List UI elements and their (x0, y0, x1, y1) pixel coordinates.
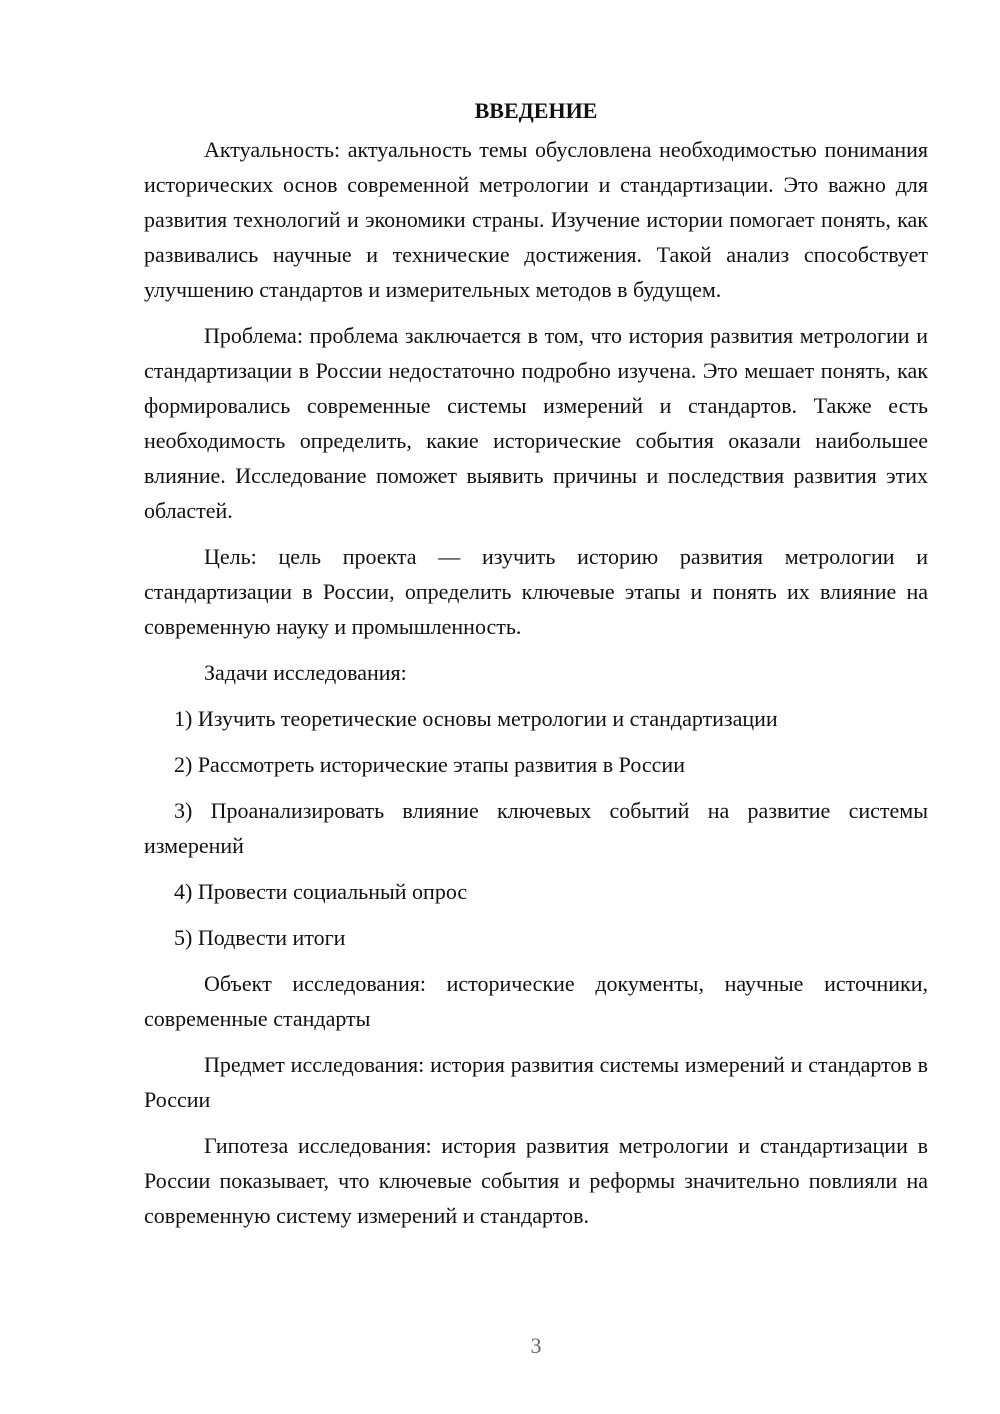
task-item-4: 4) Провести социальный опрос (174, 879, 468, 904)
paragraph-goal: Цель: цель проекта — изучить историю развития метрологии и стандартизации в России, определить ключевые этапы и понять их влияние на современную науку и промышленность. (144, 544, 928, 639)
task-item-3: 3) Проанализировать влияние ключевых событий на развитие системы измерений (144, 798, 928, 858)
page-title: ВВЕДЕНИЕ (474, 98, 598, 123)
tasks-heading: Задачи исследования: (204, 660, 407, 685)
page-content (144, 96, 928, 1244)
task-item-1: 1) Изучить теоретические основы метрологии и стандартизации (174, 706, 778, 731)
paragraph-hypothesis: Гипотеза исследования: история развития метрологии и стандартизации в России показывает, что ключевые события и реформы значительно повлияли на современную систему измерений и стандартов. (144, 1133, 928, 1228)
paragraph-object: Объект исследования: исторические документы, научные источники, современные стандарты (144, 971, 928, 1031)
task-item-2: 2) Рассмотреть исторические этапы развития в России (174, 752, 685, 777)
paragraph-relevance: Актуальность: актуальность темы обусловлена необходимостью понимания исторических основ современной метрологии и стандартизации. Это важно для развития технологий и экономики страны. Изучение истории помогает понять, как развивались научные и технические достижения. Такой анализ способствует улучшению стандартов и измерительных методов в будущем. (144, 137, 928, 302)
page-number: 3 (530, 1333, 542, 1358)
task-item-5: 5) Подвести итоги (174, 925, 346, 950)
paragraph-subject: Предмет исследования: история развития системы измерений и стандартов в России (144, 1052, 928, 1112)
paragraph-problem: Проблема: проблема заключается в том, что история развития метрологии и стандартизации в России недостаточно подробно изучена. Это мешает понять, как формировались современные системы измерений и стандартов. Также есть необходимость определить, какие исторические события оказали наибольшее влияние. Исследование поможет выявить причины и последствия развития этих областей. (144, 323, 928, 523)
